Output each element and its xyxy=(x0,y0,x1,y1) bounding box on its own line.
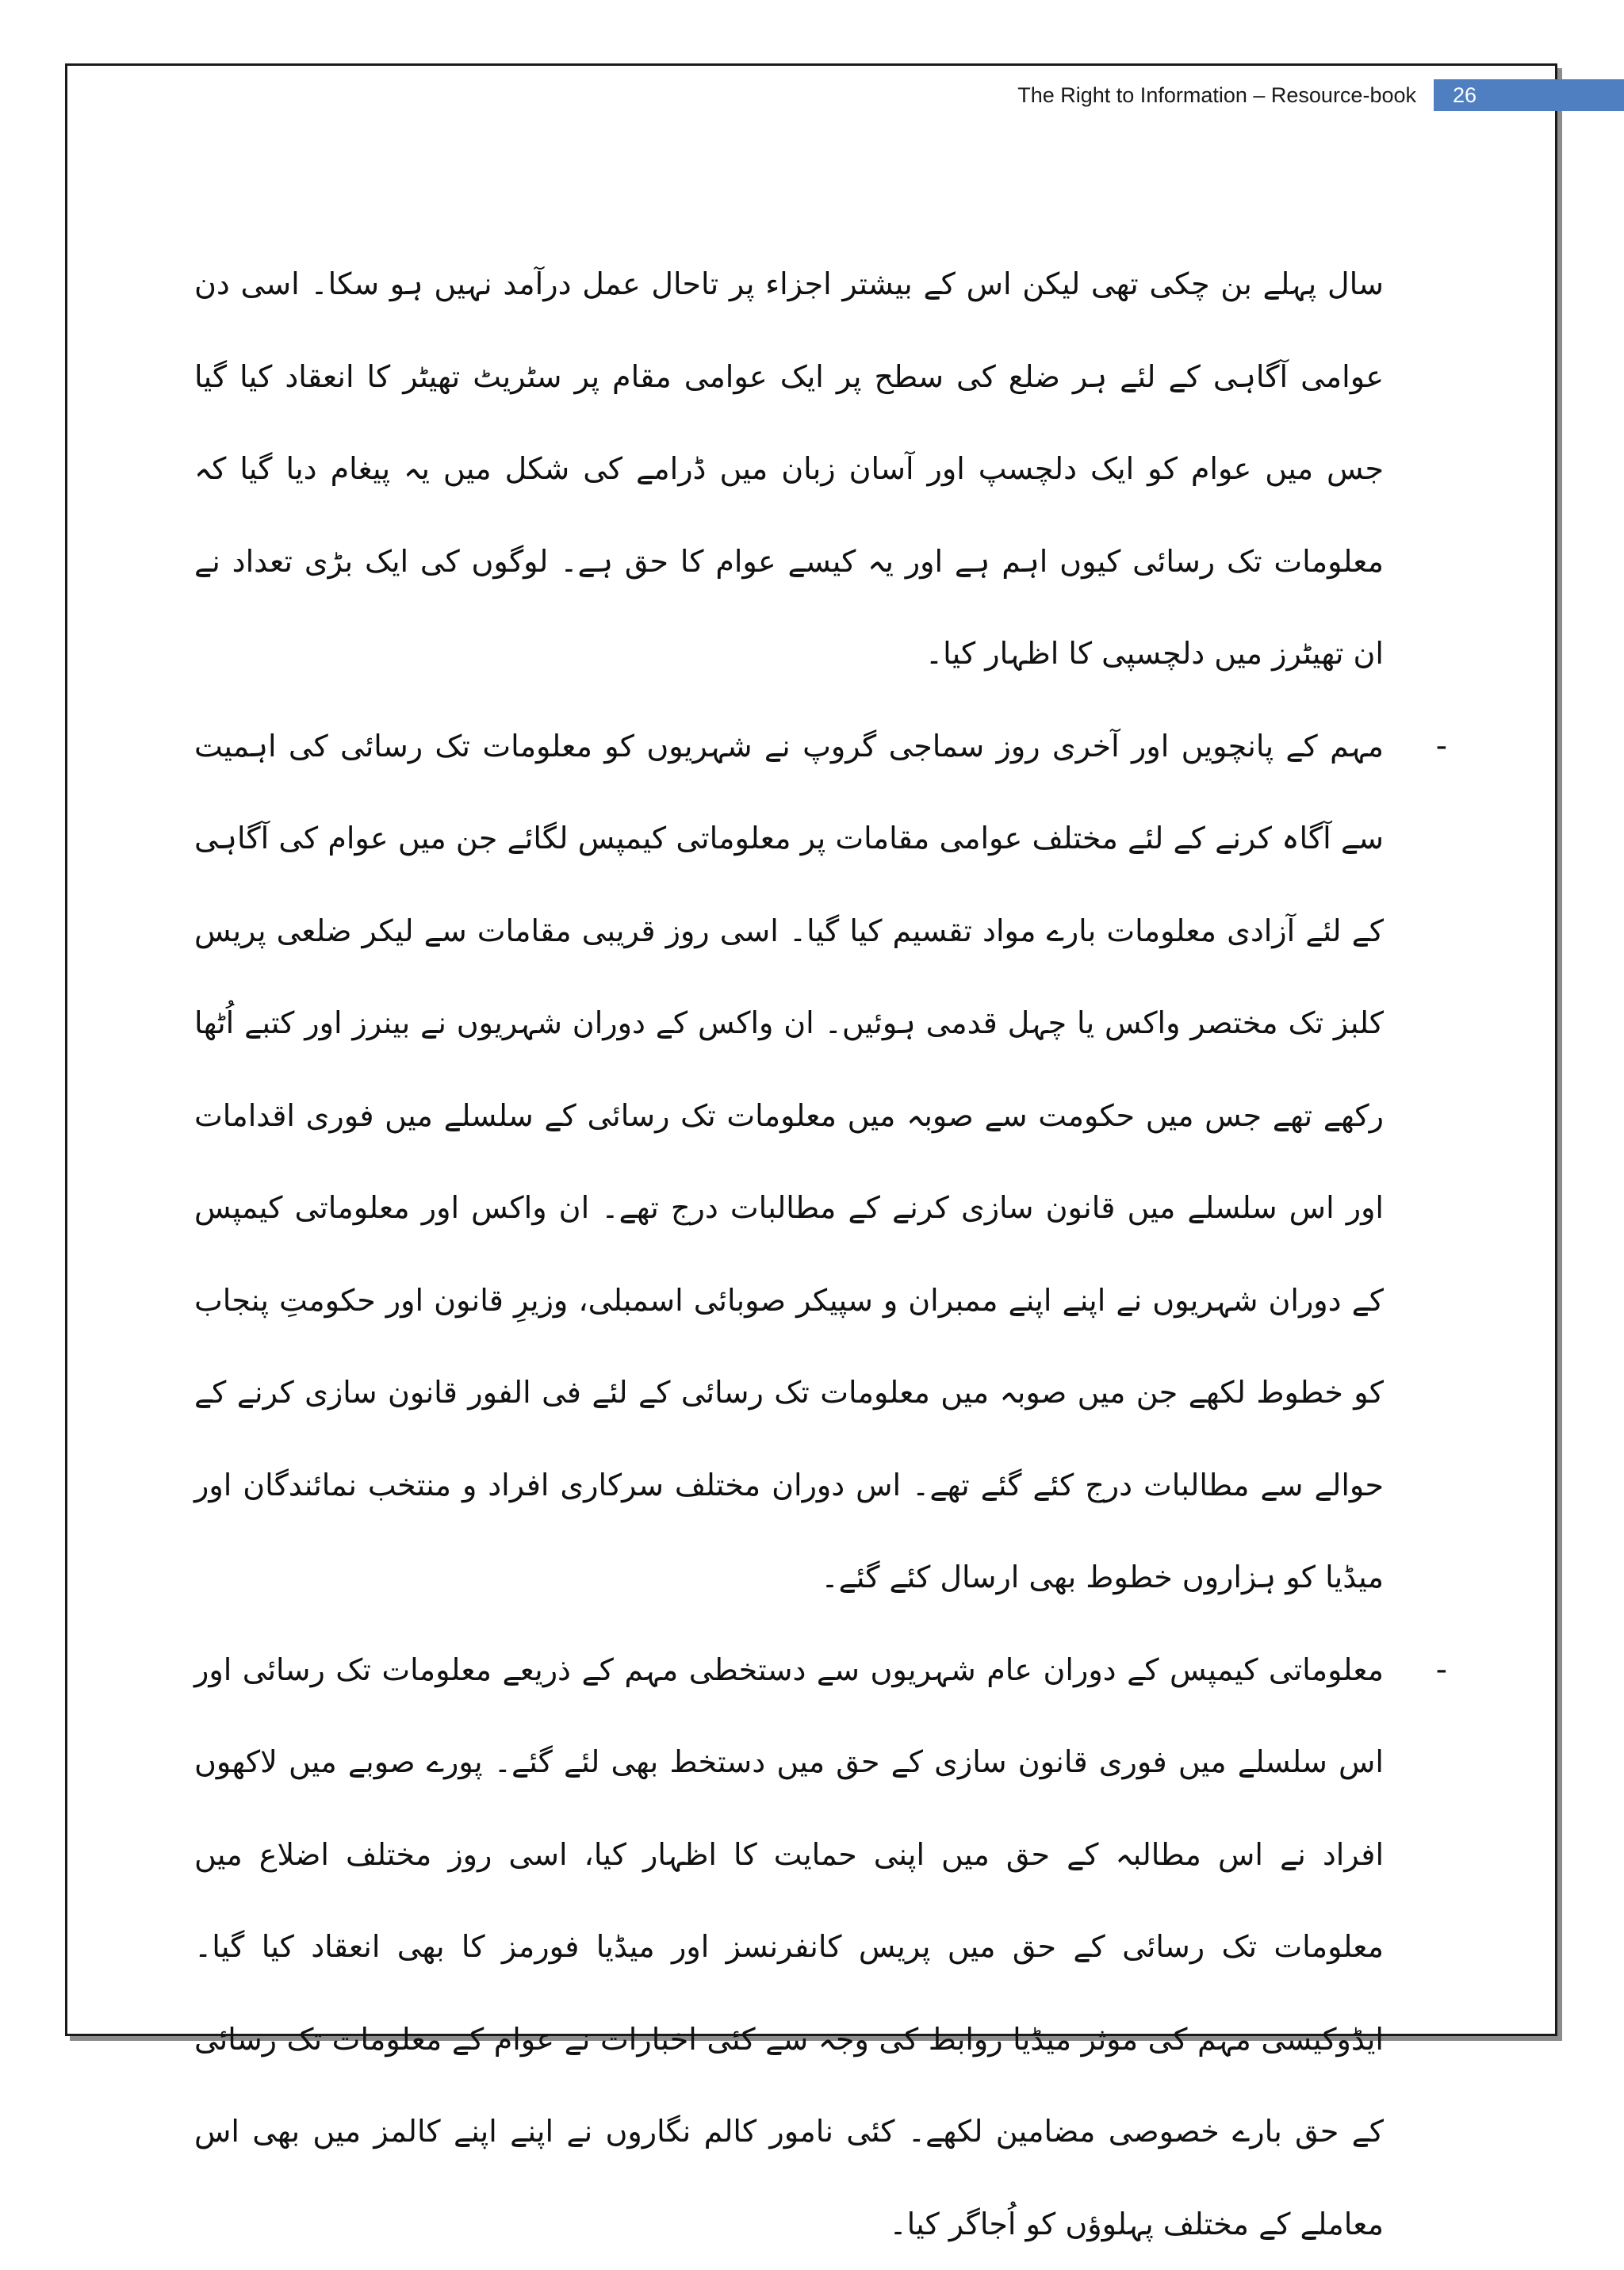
bullet-text: مہم کے پانچویں اور آخری روز سماجی گروپ نے شہریوں کو معلومات تک رسائی کی اہمیت سے آگاہ کرنے کے لئے مختلف عوامی مقامات پر معلوماتی کیمپس لگائے جن میں عوام کی آگاہی کے لئے آزادی معلومات بارے مواد تقسیم کیا گیا۔ اسی روز قریبی مقامات سے لیکر ضلعی پریس کلبز تک مختصر واکس یا چہل قدمی ہوئیں۔ ان واکس کے دوران شہریوں نے بینرز اور کتبے اُٹھا رکھے تھے جس میں حکومت سے صوبہ میں معلومات تک رسائی کے سلسلے میں فوری اقدامات اور اس سلسلے میں قانون سازی کرنے کے مطالبات درج تھے۔ ان واکس اور معلوماتی کیمپس کے دوران شہریوں نے اپنے اپنے ممبران و سپیکر صوبائی اسمبلی، وزیرِ قانون اور حکومتِ پنجاب کو خطوط لکھے جن میں صوبہ میں معلومات تک رسائی کے لئے فی الفور قانون سازی کرنے کے حوالے سے مطالبات درج کئے گئے تھے۔ اس دوران مختلف سرکاری افراد و منتخب نمائندگان اور میڈیا کو ہزاروں خطوط بھی ارسال کئے گئے۔ xyxy=(194,729,1384,1595)
page-number-badge: 26 xyxy=(1434,79,1624,111)
bullet-dash-icon: - xyxy=(1436,1624,1447,1717)
bullet-item xyxy=(194,700,1384,1624)
page-header xyxy=(65,79,1557,111)
document-body xyxy=(194,238,1384,2270)
header-title: The Right to Information – Resource-book xyxy=(1017,79,1416,111)
bullet-item xyxy=(194,1624,1384,2270)
paragraph: سال پہلے بن چکی تھی لیکن اس کے بیشتر اجزاء پر تاحال عمل درآمد نہیں ہو سکا۔ اسی دن عوامی آگاہی کے لئے ہر ضلع کی سطح پر ایک عوامی مقام پر سٹریٹ تھیٹر کا انعقاد کیا گیا جس میں عوام کو ایک دلچسپ اور آسان زبان میں ڈرامے کی شکل میں یہ پیغام دیا گیا کہ معلومات تک رسائی کیوں اہم ہے اور یہ کیسے عوام کا حق ہے۔ لوگوں کی ایک بڑی تعداد نے ان تھیٹرز میں دلچسپی کا اظہار کیا۔ xyxy=(194,238,1384,700)
bullet-dash-icon: - xyxy=(1436,700,1447,793)
bullet-text: معلوماتی کیمپس کے دوران عام شہریوں سے دستخطی مہم کے ذریعے معلومات تک رسائی اور اس سلسلے میں فوری قانون سازی کے حق میں دستخط بھی لئے گئے۔ پورے صوبے میں لاکھوں افراد نے اس مطالبہ کے حق میں اپنی حمایت کا اظہار کیا، اسی روز مختلف اضلاع میں معلومات تک رسائی کے حق میں پریس کانفرنسز اور میڈیا فورمز کا بھی انعقاد کیا گیا۔ ایڈوکیسی مہم کی موثر میڈیا روابط کی وجہ سے کئی اخبارات نے عوام کے معلومات تک رسائی کے حق بارے خصوصی مضامین لکھے۔ کئی نامور کالم نگاروں نے اپنے اپنے کالمز میں بھی اس معاملے کے مختلف پہلوؤں کو اُجاگر کیا۔ xyxy=(194,1652,1384,2241)
